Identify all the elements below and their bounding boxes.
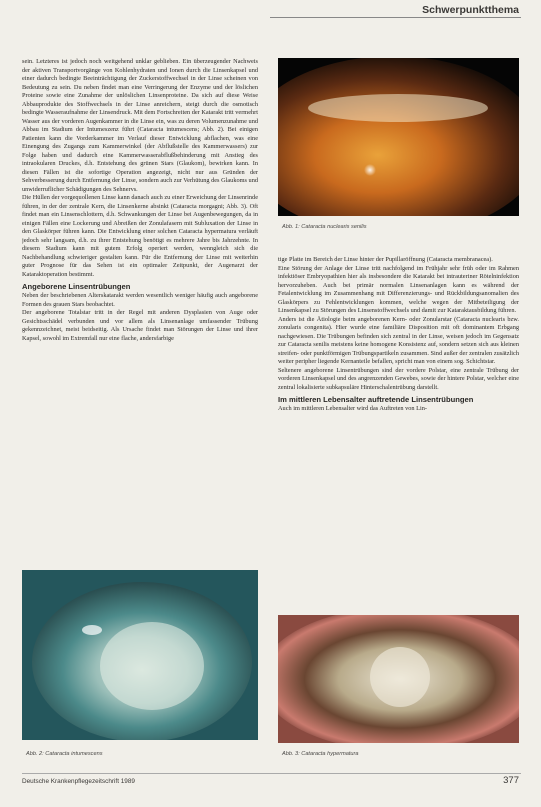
- figure-3-eye-photo: [278, 615, 519, 743]
- section-heading: Im mittleren Lebensalter auftretende Linsentrübungen: [278, 395, 474, 404]
- eye-photo-2: [22, 570, 258, 740]
- paragraph: sein. Letzteres ist jedoch noch weitgehend unklar geblieben. Ein überzeugender Nachweis der aktiven Transportvorgänge von Kohlenhydraten und Ionen durch die Linsenkapsel und einer dadurch bedingte Beeinträchtigung der Zuckerstoffwechsel in der Linse scheinen von Bedeutung zu sein. Du neben findet man eine Verringerung der Enzyme und der löslichen Proteine sowie eine Zunahme der unlöslichen Linsenproteine. Da sich auf diese Weise Abbauprodukte des Stoffwechsels in der Linse anreichern, steigt durch die osmotisch bedingte Wasseraufnahme der Linsendruck. Mit dem Fortschreiten der Katarakt tritt vermehrt Wasser aus der vorderen Augenkammer in die Linse ein, was zu deren Volumenzunahme und Abbau im Stadium der Intumeszenz führt (Cataracta intumescens; Abb. 2). Bei einigen Patienten kann die Vorderkammer im Verlauf dieser Entwicklung abflachen, was eine Einengung des Zugangs zum Kammerwinkel (der Abflußstelle des Kammerwassers) zur Folge haben und dadurch eine Kammerwasserabflußbehinderung mit Anstieg des intraokularen Druckes, d.h. Entstehung des grünen Stars (Glaukom), bewirken kann. In diesen Fällen ist die sofortige Operation angezeigt, nicht nur aus Gründen der Sehverbesserung durch Entfernung der Linse, sondern auch zur Verhütung des Glaukoms und unwiderruflicher Schädigungen des Sehnervs.: [22, 58, 258, 193]
- eye-photo-1: [278, 58, 519, 216]
- journal-name: Deutsche Krankenpflegezeitschrift 1989: [22, 778, 135, 785]
- page-header: [0, 0, 541, 20]
- paragraph: Neben der beschriebenen Alterskatarakt werden wesentlich weniger häufig auch angeborene Formen des grauen Stars beobachtet.: [22, 292, 258, 308]
- paragraph: Anders ist die Ätiologie beim angeborenen Kern- oder Zonularstar (Cataracta nuclearis bzw. zonularis congenita). Hier wurde eine familiäre Disposition mit oft dominantem Erbgang nachgewiesen. Die Trübungen befinden sich zentral in der Linse, weisen jedoch im Gegensatz zur Cataracta senilis meistens keine homogene Konsistenz auf, sondern setzen sich aus kleinen streifen- oder punktförmigen Trübungspartikeln zusammen. Sind außer der zentralen zusätzlich weiter peripher liegende Kernanteile befallen, spricht man von einem sog. Schichtstar.: [278, 315, 519, 365]
- eye-photo-3: [278, 615, 519, 743]
- paragraph: Seltenere angeborene Linsentrübungen sind der vordere Polstar, eine zentrale Trübung der vorderen Linsenkapsel und des angrenzenden Gewebes, sowie der hintere Polstar, welcher eine zentral lokalisierte subkapsuläre Hinterschalentrübung darstellt.: [278, 366, 519, 391]
- paragraph: Eine Störung der Anlage der Linse tritt nachfolgend im Frühjahr sehr früh oder im Rahmen infektiöser Embryopathien hier als insbesondere die Katarakt bei intrauteriner Rötelninfektion hervorzuheben. Auch bei primär normalen Linsenanlagen kann es während der Fetalentwicklung im Zusammenhang mit Differenzierungs- und Rückbildungsanomalien des Glaskörpers zu Fehlentwicklungen kommen, welche wegen der Mitbeteiligung der Linsenkapsel zu Störungen des Linsenstoffwechsels und damit zur Kataraktausbildung führen.: [278, 264, 519, 314]
- header-rule: [270, 17, 521, 18]
- section-heading: Angeborene Linsentrübungen: [22, 282, 131, 291]
- figure-2-caption: Abb. 2: Cataracta intumescens: [26, 751, 103, 757]
- paragraph: Auch im mittleren Lebensalter wird das Auftreten von Lin-: [278, 405, 427, 412]
- figure-1-eye-photo: [278, 58, 519, 216]
- paragraph: Der angeborene Totalstar tritt in der Regel mit anderen Dysplasien von Auge oder Gesichtsschädel verbunden und vor allem als Linsenanlage umfassender Trübung gekennzeichnet, meist beidseitig. Als Ursache findet man Störungen der Linse und ihrer Kapsel, sowohl im Extremfall nur eine flache, andersfarbige: [22, 309, 258, 342]
- page-number: 377: [503, 775, 519, 786]
- figure-2-eye-photo: [22, 570, 258, 740]
- footer-rule: [22, 773, 521, 774]
- paragraph: Die Hüllen der vorgequollenen Linse kann danach auch zu einer Erweichung der Linsenrinde führen, in der der zentrale Kern, die Linsenkerne absinkt (Cataracta morgagni; Abb. 3). Oft findet man ein Linsenschlottern, d.h. Schwankungen der Linse bei Augenbewegungen, da in einigen Fällen eine Lockerung und Abreißen der Zonulafasern mit Subluxation der Linse in den Glaskörper führen kann. Die Entwicklung einer solchen Cataracta hypermatura verläuft jedoch sehr langsam, d.h. zu ihrer Entstehung benötigt es mehrere Jahre bis Jahrzehnte. In diesem Stadium kann mit gutem Erfolg operiert werden, wenngleich sich die Nachbehandlung schwieriger gestalten kann. Für die Entfernung der Linse mit weiterhin guter Prognose für das Sehen ist ein optimaler Zeitpunkt, der Augenarzt der Kataraktoperation bestimmt.: [22, 194, 258, 278]
- right-column: [278, 256, 519, 576]
- left-column: [22, 58, 258, 564]
- figure-3-caption: Abb. 3: Cataracta hypermatura: [282, 751, 359, 757]
- figure-1-caption: Abb. 1: Cataracta nuclearis senilis: [282, 224, 367, 230]
- section-title: Schwerpunktthema: [422, 4, 519, 16]
- paragraph: tige Platte im Bereich der Linse hinter der Pupillaröffnung (Cataracta membranacea).: [278, 256, 493, 263]
